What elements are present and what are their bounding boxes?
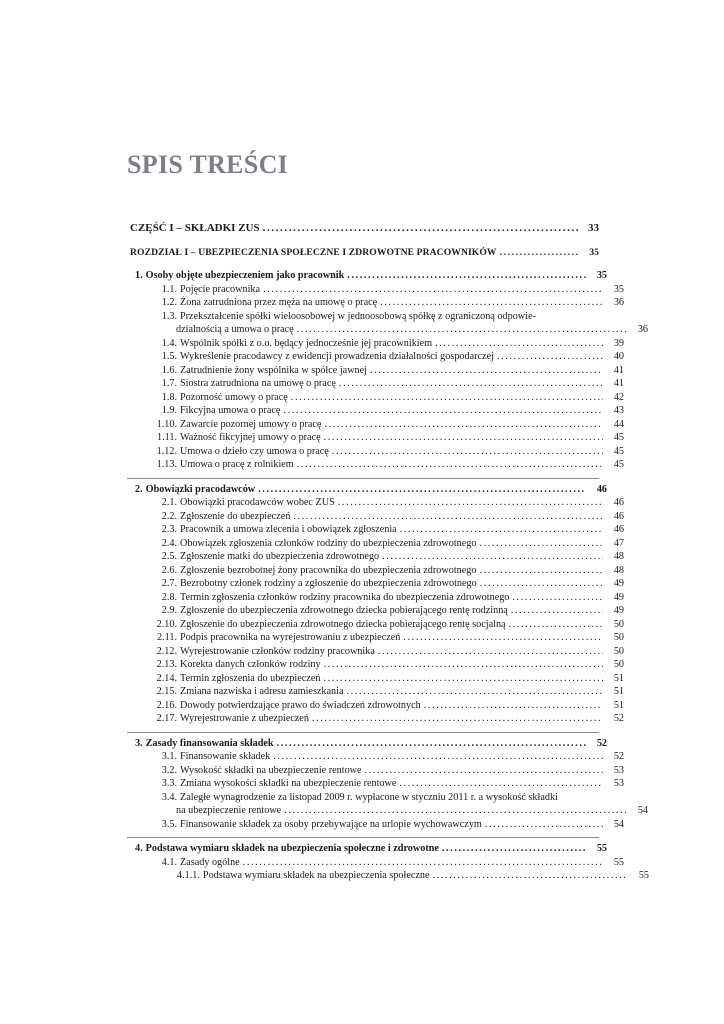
toc-item-entry[interactable] [127, 791, 624, 805]
toc-leader [347, 269, 586, 283]
toc-title: Podpis pracownika na wyrejestrowaniu z ubezpieczeń [180, 632, 401, 643]
toc-leader [258, 483, 586, 497]
toc-page-number: 49 [613, 578, 624, 589]
toc-item-entry[interactable] [127, 764, 624, 778]
toc-number: 4.1. [161, 856, 177, 868]
toc-number: 3.5. [161, 818, 177, 830]
toc-page-number: 46 [596, 483, 607, 495]
toc-page-number: 55 [638, 870, 649, 881]
toc-number: 1.4. [161, 337, 177, 349]
toc-number: 4. [135, 843, 143, 854]
toc-title: Podstawa wymiaru składek na ubezpieczenia społeczne [202, 870, 430, 881]
toc-item-entry[interactable] [127, 418, 624, 432]
toc-page-number: 35 [613, 283, 624, 295]
toc-leader [500, 246, 578, 260]
toc-title: Ważność fikcyjnej umowy o pracę [180, 432, 321, 443]
toc-page-number: 49 [613, 605, 624, 616]
toc-number: 1. [135, 270, 143, 281]
toc-page-number: 53 [613, 778, 624, 789]
toc-title: Zgłoszenie do ubezpieczenia zdrowotnego dziecka pobierającego rentę rodzinną [180, 605, 508, 616]
toc-leader [480, 577, 603, 591]
toc-title: CZĘŚĆ I – SKŁADKI ZUS [130, 222, 260, 234]
toc-number: 1.12. [156, 445, 177, 457]
toc-item-entry[interactable] [127, 672, 624, 686]
toc-item-entry[interactable] [127, 523, 624, 537]
toc-page-number: 48 [613, 551, 624, 562]
toc-number: 2.3. [161, 524, 177, 535]
toc-number: 2.12. [156, 645, 177, 657]
toc-entry-continuation[interactable] [127, 323, 648, 337]
toc-title: Korekta danych członków rodziny [180, 659, 321, 670]
toc-leader [442, 842, 586, 856]
toc-leader [339, 377, 603, 391]
toc-page-number: 53 [613, 764, 624, 776]
toc-page-number: 52 [613, 713, 624, 724]
toc-title: Zaległe wynagrodzenie za listopad 2009 r. wypłacone w styczniu 2011 r. a wysokość składki [180, 791, 558, 803]
toc-page-number: 45 [613, 459, 624, 470]
toc-title: Żona zatrudniona przez męża na umowę o pracę [180, 297, 378, 308]
toc-number: 1.1. [161, 283, 177, 295]
toc-number: 4.1.1. [177, 870, 200, 881]
toc-page-number: 39 [613, 337, 624, 349]
toc-item-entry[interactable] [127, 496, 624, 510]
toc-title: Przekształcenie spółki wieloosobowej w jednoosobową spółkę z ograniczoną odpowie- [180, 310, 536, 322]
toc-title: Osoby objęte ubezpieczeniem jako pracownik [145, 270, 345, 281]
toc-title: Finansowanie składek [180, 751, 271, 762]
toc-item-entry[interactable] [127, 856, 624, 870]
toc-number: 1.9. [161, 405, 177, 416]
toc-page-number: 41 [613, 364, 624, 376]
toc-leader [324, 418, 603, 432]
toc-title: Dowody potwierdzające prawo do świadczeń zdrowotnych [180, 699, 421, 711]
toc-number: 2.5. [161, 551, 177, 562]
toc-page-number: 49 [613, 591, 624, 603]
toc-page-number: 45 [613, 432, 624, 443]
toc-number: 2.10. [156, 618, 177, 630]
toc-leader [277, 737, 586, 751]
toc-leader [497, 350, 603, 364]
toc-chapter-entry[interactable] [127, 246, 599, 260]
toc-section-entry[interactable] [127, 737, 607, 751]
toc-leader [400, 523, 603, 537]
toc-number: 3.4. [161, 791, 177, 803]
toc-title: Wysokość składki na ubezpieczenie rentowe [180, 764, 362, 776]
toc-item-entry[interactable] [127, 458, 624, 472]
toc-number: 1.11. [157, 432, 177, 443]
toc-title: Wyrejestrowanie członków rodziny pracownika [180, 645, 375, 657]
toc-leader [323, 672, 603, 686]
toc-number: 2.8. [161, 591, 177, 603]
toc-part-entry[interactable] [127, 222, 599, 236]
toc-leader [312, 712, 603, 726]
toc-item-entry[interactable] [127, 550, 624, 564]
toc-leader [243, 856, 603, 870]
toc-item-entry[interactable] [127, 699, 624, 713]
toc-item-entry[interactable] [127, 685, 624, 699]
toc-leader [297, 323, 627, 337]
section-divider [127, 831, 599, 838]
toc-leader [479, 564, 603, 578]
toc-leader [378, 645, 603, 659]
toc-item-entry[interactable] [127, 591, 624, 605]
toc-leader [433, 869, 628, 883]
toc-title: Bezrobotny członek rodziny a zgłoszenie do ubezpieczenia zdrowotnego [180, 578, 477, 589]
toc-leader [293, 510, 603, 524]
toc-title: Obowiązki pracodawców [145, 483, 256, 495]
toc-number: 2.16. [156, 699, 177, 711]
toc-page-number: 36 [637, 324, 648, 335]
toc-title: Podstawa wymiaru składek na ubezpieczenia społeczne i zdrowotne [145, 843, 439, 854]
toc-item-entry[interactable] [127, 296, 624, 310]
toc-item-entry[interactable] [127, 283, 624, 297]
toc-section-entry[interactable] [127, 842, 607, 856]
toc-title: Wyrejestrowanie z ubezpieczeń [180, 713, 309, 724]
toc-number: 1.7. [161, 378, 177, 389]
toc-item-entry[interactable] [127, 404, 624, 418]
toc-number: 3.2. [161, 764, 177, 776]
toc-title: Wspólnik spółki z o.o. będący jednocześnie jej pracownikiem [180, 337, 433, 349]
toc-title: Fikcyjna umowa o pracę [180, 405, 281, 416]
toc-page-number: 42 [613, 391, 624, 403]
toc-number: 3. [135, 737, 143, 749]
toc-title: Siostra zatrudniona na umowę o pracę [180, 378, 336, 389]
toc-number: 2.13. [156, 659, 177, 670]
toc-leader [435, 337, 603, 351]
toc-number: 1.5. [161, 351, 177, 362]
toc-page-number: 50 [613, 618, 624, 630]
toc-page-number: 46 [613, 524, 624, 535]
toc-number: 2.11. [157, 632, 177, 643]
toc-item-entry[interactable] [127, 350, 624, 364]
toc-title: Pojęcie pracownika [180, 283, 261, 295]
toc-item-entry[interactable] [127, 537, 624, 551]
toc-leader [370, 364, 603, 378]
toc-number: 1.13. [156, 459, 177, 470]
toc-number: 3.1. [161, 751, 177, 762]
toc-page-number: 47 [613, 537, 624, 549]
toc-item-entry[interactable] [127, 377, 624, 391]
toc-item-entry[interactable] [127, 577, 624, 591]
toc-title: Zgłoszenie do ubezpieczeń [180, 510, 291, 522]
toc-item-entry[interactable] [127, 818, 624, 832]
toc-entry-continuation[interactable] [127, 804, 648, 818]
toc-leader [365, 764, 603, 778]
toc-number: 2.9. [161, 605, 177, 616]
toc-number: 2.15. [156, 686, 177, 697]
toc-page-number: 44 [613, 418, 624, 430]
toc-page-number: 36 [613, 297, 624, 308]
toc-item-entry[interactable] [127, 604, 624, 618]
toc-page-number: 54 [613, 818, 624, 830]
toc-item-entry[interactable] [127, 337, 624, 351]
toc-title: Pozorność umowy o pracę [180, 391, 288, 403]
toc-page-number: 43 [613, 405, 624, 416]
toc-title: ROZDZIAŁ I – UBEZPIECZENIA SPOŁECZNE I ZDROWOTNE PRACOWNIKÓW [130, 246, 497, 258]
toc-item-entry[interactable] [127, 510, 624, 524]
toc-number: 2.17. [156, 713, 177, 724]
toc-number: 1.10. [156, 418, 177, 430]
toc-leader [324, 658, 603, 672]
toc-item-entry[interactable] [127, 750, 624, 764]
toc-number: 2.6. [161, 564, 177, 576]
toc-title: Wykreślenie pracodawcy z ewidencji prowadzenia działalności gospodarczej [180, 351, 494, 362]
toc-item-entry[interactable] [127, 777, 624, 791]
toc-page-number: 40 [613, 351, 624, 362]
toc-page-number: 50 [613, 632, 624, 643]
toc-leader [297, 458, 603, 472]
toc-page-number: 55 [596, 843, 607, 854]
toc-title: Zgłoszenie do ubezpieczenia zdrowotnego dziecka pobierającego rentę socjalną [180, 618, 506, 630]
toc-page-number: 41 [613, 378, 624, 389]
toc-page-number: 50 [613, 659, 624, 670]
toc-page-number: 50 [613, 645, 624, 657]
toc-item-entry[interactable] [127, 631, 624, 645]
toc-leader [479, 537, 603, 551]
toc-leader [511, 604, 603, 618]
toc-number: 2.14. [156, 672, 177, 684]
toc-item-entry[interactable] [127, 310, 624, 324]
toc-leader [347, 685, 604, 699]
section-divider [127, 726, 599, 733]
toc-title-continuation: na ubezpieczenie rentowe [176, 805, 282, 816]
toc-leader [284, 804, 627, 818]
toc-number: 1.2. [161, 297, 177, 308]
toc-leader [382, 550, 603, 564]
toc-section-entry[interactable] [127, 483, 607, 497]
toc-leader [512, 591, 603, 605]
toc-item-entry[interactable] [127, 391, 624, 405]
toc-title: Zgłoszenie bezrobotnej żony pracownika do ubezpieczenia zdrowotnego [180, 564, 477, 576]
toc-page-number: 48 [613, 564, 624, 576]
toc-title: Finansowanie składek za osoby przebywające na urlopie wychowawczym [180, 818, 482, 830]
toc-title: Zmiana nazwiska i adresu zamieszkania [180, 686, 344, 697]
toc-page-number: 51 [613, 699, 624, 711]
toc-number: 2.7. [161, 578, 177, 589]
toc-leader [424, 699, 603, 713]
toc-title: Obowiązki pracodawców wobec ZUS [180, 497, 335, 508]
toc-item-entry[interactable] [127, 618, 624, 632]
toc-title: Zmiana wysokości składki na ubezpieczenie rentowe [180, 778, 397, 789]
toc-number: 2.2. [161, 510, 177, 522]
toc-leader [263, 222, 578, 236]
table-of-contents [127, 222, 649, 883]
toc-title: Zatrudnienie żony wspólnika w spółce jawnej [180, 364, 368, 376]
toc-leader [291, 391, 603, 405]
toc-page-number: 33 [588, 222, 599, 234]
toc-section-entry[interactable] [127, 269, 607, 283]
toc-leader [380, 296, 603, 310]
toc-page-number: 54 [637, 805, 648, 816]
toc-title: Zawarcie pozornej umowy o pracę [180, 418, 322, 430]
toc-leader [273, 750, 603, 764]
toc-leader [338, 496, 603, 510]
toc-title: Umowa o pracę z rolnikiem [180, 459, 294, 470]
toc-item-entry[interactable] [127, 364, 624, 378]
toc-page-number: 35 [589, 246, 599, 258]
toc-page-number: 55 [613, 856, 624, 868]
toc-title-continuation: dzialnością a umowa o pracę [176, 324, 294, 335]
toc-item-entry[interactable] [127, 431, 624, 445]
toc-leader [283, 404, 603, 418]
toc-number: 1.8. [161, 391, 177, 403]
toc-title: Zasady ogólne [180, 856, 240, 868]
toc-number: 1.6. [161, 364, 177, 376]
toc-item-entry[interactable] [127, 445, 624, 459]
toc-page-number: 35 [596, 270, 607, 281]
section-divider [127, 472, 599, 479]
toc-leader [403, 631, 603, 645]
toc-title: Termin zgłoszenia członków rodziny pracownika do ubezpieczenia zdrowotnego [180, 591, 510, 603]
toc-leader [485, 818, 603, 832]
toc-number: 2. [135, 483, 143, 495]
toc-title: Umowa o dzieło czy umowa o pracę [180, 445, 329, 457]
toc-leader [263, 283, 603, 297]
toc-title: Zgłoszenie matki do ubezpieczenia zdrowotnego [180, 551, 380, 562]
toc-leader [332, 445, 603, 459]
toc-page-number: 46 [613, 497, 624, 508]
toc-leader [509, 618, 603, 632]
toc-item-entry[interactable] [127, 658, 624, 672]
toc-number: 1.3. [161, 310, 177, 322]
toc-title: Termin zgłoszenia do ubezpieczeń [180, 672, 321, 684]
toc-leader [324, 431, 603, 445]
toc-title: Zasady finansowania składek [145, 737, 274, 749]
toc-page-number: 45 [613, 445, 624, 457]
toc-page-number: 51 [613, 672, 624, 684]
toc-number: 2.4. [161, 537, 177, 549]
toc-number: 3.3. [161, 778, 177, 789]
toc-page-number: 51 [613, 686, 624, 697]
toc-item-entry[interactable] [127, 712, 624, 726]
toc-leader [399, 777, 603, 791]
toc-page-number: 52 [596, 737, 607, 749]
toc-page-number: 46 [613, 510, 624, 522]
toc-title: Pracownik a umowa zlecenia i obowiązek zgłoszenia [180, 524, 397, 535]
toc-item-entry[interactable] [127, 645, 624, 659]
toc-title: Obowiązek zgłoszenia członków rodziny do ubezpieczenia zdrowotnego [180, 537, 477, 549]
toc-item-entry[interactable] [127, 564, 624, 578]
toc-subitem-entry[interactable] [127, 869, 649, 883]
toc-page-number: 52 [613, 751, 624, 762]
toc-number: 2.1. [161, 497, 177, 508]
page-title: SPIS TREŚCI [127, 150, 289, 179]
